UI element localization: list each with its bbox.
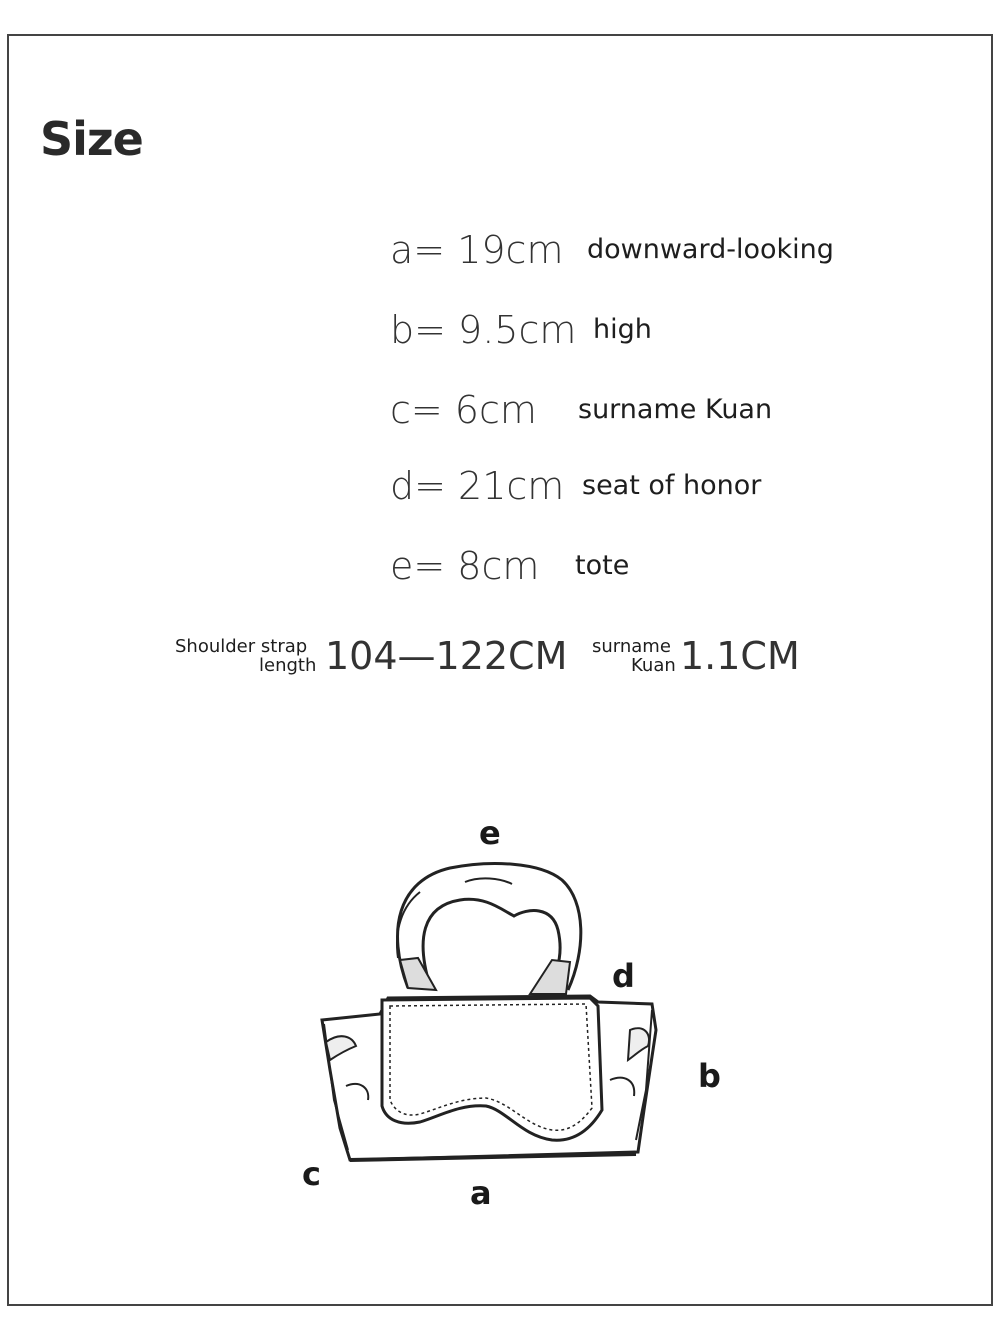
spec-label: high [593, 314, 652, 345]
spec-label: surname Kuan [578, 394, 773, 425]
strap-spec [0, 628, 1000, 688]
spec-label: tote [575, 550, 630, 581]
spec-label: downward-looking [587, 234, 834, 265]
strap-length-label-line2: length [259, 655, 317, 676]
strap-length-label-line1: Shoulder strap [175, 636, 308, 657]
dimension-label-b: b [698, 1057, 721, 1095]
dimension-label-c: c [302, 1155, 321, 1193]
spec-value: c= 6cm [390, 388, 537, 432]
strap-length-value: 104—122CM [325, 634, 568, 678]
spec-value: e= 8cm [390, 544, 540, 588]
dimension-label-d: d [612, 957, 635, 995]
strap-width-label-line2: Kuan [631, 655, 676, 676]
strap-width-value: 1.1CM [680, 634, 800, 678]
bag-diagram [290, 810, 750, 1220]
spec-value: d= 21cm [390, 464, 565, 508]
page-title: Size [40, 112, 143, 166]
bag-sketch [290, 810, 750, 1220]
dimension-label-a: a [470, 1174, 492, 1212]
bag-flap [382, 998, 602, 1140]
spec-value: b= 9.5cm [390, 308, 577, 352]
dimension-label-e: e [479, 814, 501, 852]
spec-label: seat of honor [582, 470, 762, 501]
spec-value: a= 19cm [390, 228, 564, 272]
strap-width-label-line1: surname [592, 636, 671, 657]
handle-outline [397, 864, 581, 994]
